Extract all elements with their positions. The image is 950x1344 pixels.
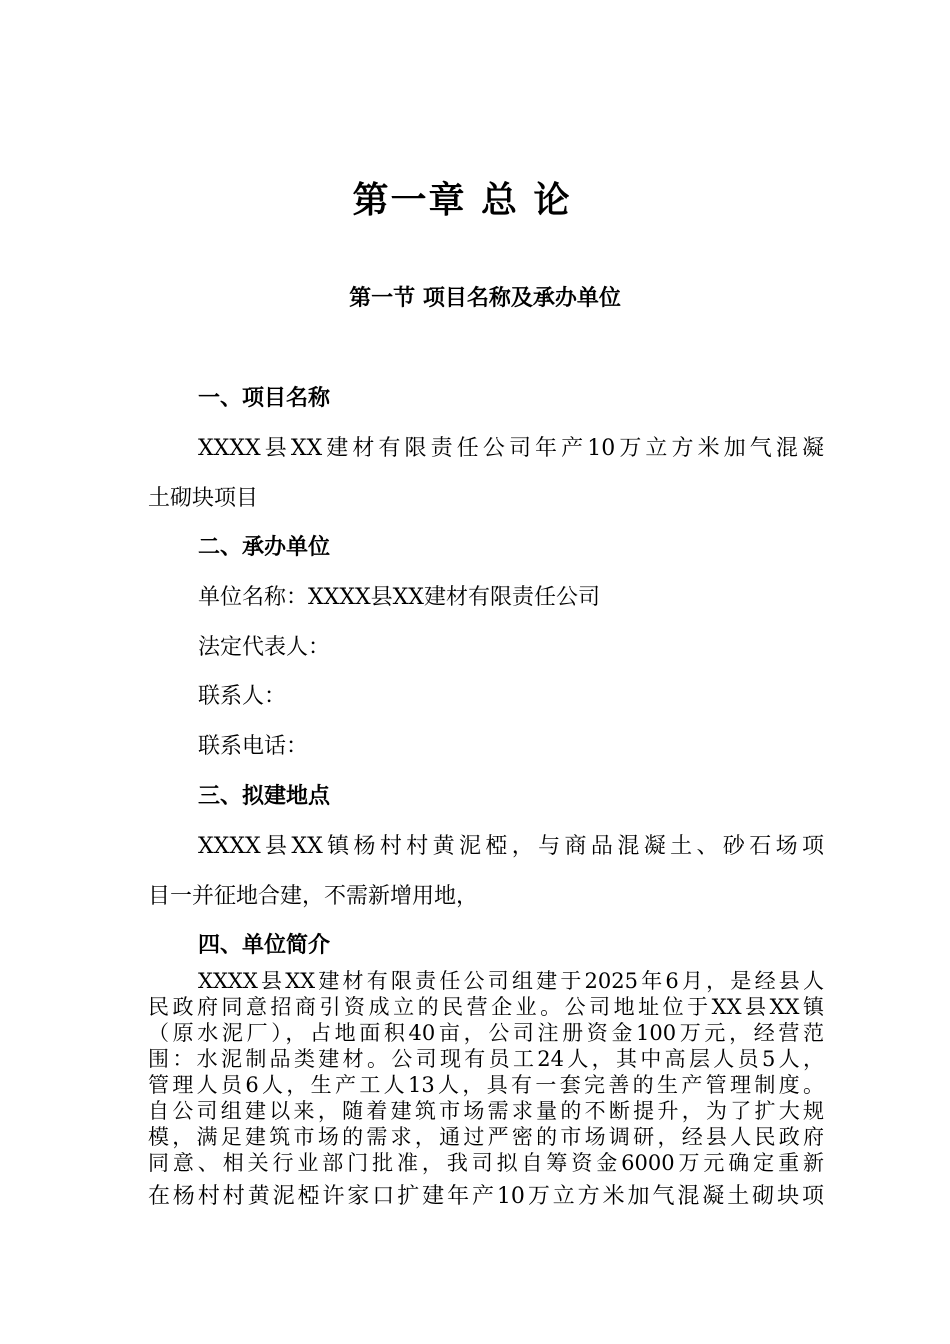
heading-organizer: 二、承办单位	[198, 535, 331, 560]
project-name-line-2: 土砌块项目	[148, 486, 259, 511]
profile-line-4: 围：水泥制品类建材。公司现有员工24人，其中高层人员5人，	[148, 1047, 824, 1071]
organizer-unit-name: 单位名称：XXXX县XX建材有限责任公司	[198, 585, 600, 610]
profile-line-1: XXXX县XX建材有限责任公司组建于2025年6月，是经县人	[198, 969, 824, 993]
heading-site: 三、拟建地点	[198, 784, 331, 809]
site-line-1: XXXX县XX镇杨村村黄泥椏，与商品混凝土、砂石场项	[198, 834, 824, 859]
profile-line-8: 同意、相关行业部门批准，我司拟自筹资金6000万元确定重新	[148, 1151, 824, 1175]
profile-line-3: （原水泥厂），占地面积40亩，公司注册资金100万元，经营范	[148, 1021, 824, 1045]
heading-project-name: 一、项目名称	[198, 386, 331, 411]
organizer-contact: 联系人：	[198, 684, 287, 709]
profile-line-6: 自公司组建以来，随着建筑市场需求量的不断提升，为了扩大规	[148, 1099, 824, 1123]
profile-line-9: 在杨村村黄泥椏许家口扩建年产10万立方米加气混凝土砌块项	[148, 1184, 824, 1209]
profile-line-5: 管理人员6人，生产工人13人，具有一套完善的生产管理制度。	[148, 1073, 824, 1097]
project-name-line-1: XXXX县XX建材有限责任公司年产10万立方米加气混凝	[198, 436, 824, 461]
profile-line-2: 民政府同意招商引资成立的民营企业。公司地址位于XX县XX镇	[148, 995, 824, 1019]
heading-profile: 四、单位简介	[198, 933, 331, 958]
profile-line-7: 模，满足建筑市场的需求，通过严密的市场调研，经县人民政府	[148, 1125, 824, 1149]
organizer-phone: 联系电话：	[198, 734, 309, 759]
site-line-2: 目一并征地合建，不需新增用地，	[148, 884, 479, 909]
organizer-legal-rep: 法定代表人：	[198, 635, 331, 660]
section-title: 第一节 项目名称及承办单位	[349, 286, 621, 311]
chapter-title: 第一章 总 论	[352, 180, 572, 221]
